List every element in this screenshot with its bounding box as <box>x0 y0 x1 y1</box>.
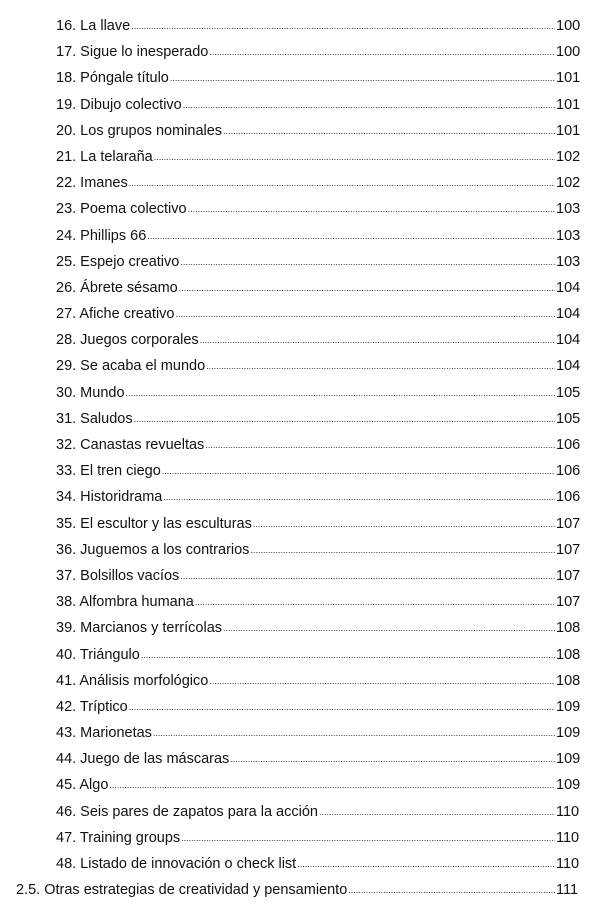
toc-entry-page-number: 106 <box>556 463 581 480</box>
toc-section-entry <box>0 877 600 903</box>
dot-leader <box>183 91 555 118</box>
toc-entry-title: 25. Espejo creativo <box>56 253 180 270</box>
toc-entry <box>0 65 600 91</box>
toc-entry-title: 44. Juego de las máscaras <box>56 751 230 768</box>
dot-leader <box>170 64 555 91</box>
toc-entry-page-number: 105 <box>556 384 581 401</box>
toc-entry <box>0 118 600 144</box>
dot-leader <box>129 693 555 720</box>
toc-entry-title: 19. Dibujo colectivo <box>56 96 182 113</box>
dot-leader <box>180 562 555 589</box>
toc-entry-page-number: 103 <box>556 227 581 244</box>
dot-leader <box>153 719 555 746</box>
toc-entry-page-number: 103 <box>556 253 581 270</box>
toc-entry-title: 45. Algo <box>56 777 109 794</box>
toc-entry <box>0 170 600 196</box>
toc-entry-page-number: 109 <box>556 751 581 768</box>
toc-entry <box>0 92 600 118</box>
toc-entry-page-number: 109 <box>556 777 581 794</box>
toc-entry-title: 42. Tríptico <box>56 698 128 715</box>
toc-entry-title: 40. Triángulo <box>56 646 140 663</box>
toc-entry-title: 24. Phillips 66 <box>56 227 147 244</box>
toc-entry-title: 26. Ábrete sésamo <box>56 279 178 296</box>
toc-entry-title: 35. El escultor y las esculturas <box>56 515 252 532</box>
toc-entry-title: 28. Juegos corporales <box>56 332 199 349</box>
dot-leader <box>163 483 555 510</box>
toc-entry <box>0 39 600 65</box>
dot-leader <box>162 457 555 484</box>
toc-entry-page-number: 107 <box>556 515 581 532</box>
toc-entry-page-number: 110 <box>556 856 580 872</box>
toc-entry <box>0 301 600 327</box>
toc-entry-page-number: 104 <box>556 332 581 349</box>
toc-entry-page-number: 100 <box>556 44 581 61</box>
toc-entry-title: 20. Los grupos nominales <box>56 122 223 139</box>
toc-entry <box>0 511 600 537</box>
toc-entry-page-number: 106 <box>556 489 581 506</box>
toc-entry <box>0 851 600 877</box>
toc-entry-title: 21. La telaraña <box>56 148 153 165</box>
dot-leader <box>200 326 555 353</box>
toc-entry-title: 34. Historidrama <box>56 489 163 506</box>
dot-leader <box>230 745 555 772</box>
dot-leader <box>181 824 555 851</box>
toc-entry-page-number: 109 <box>556 698 581 715</box>
dot-leader <box>147 222 555 249</box>
toc-entry-page-number: 111 <box>556 882 579 899</box>
dot-leader <box>348 876 555 903</box>
dot-leader <box>131 12 555 39</box>
toc-entry-title: 38. Alfombra humana <box>56 594 194 611</box>
dot-leader <box>195 588 555 615</box>
toc-entry-title: 22. Imanes <box>56 175 128 192</box>
dot-leader <box>180 248 555 275</box>
dot-leader <box>206 352 555 379</box>
toc-entry-title: 30. Mundo <box>56 384 125 401</box>
toc-entry <box>0 615 600 641</box>
toc-entry-title: 39. Marcianos y terrícolas <box>56 620 223 637</box>
toc-entry <box>0 484 600 510</box>
toc-entry <box>0 327 600 353</box>
toc-entry <box>0 432 600 458</box>
toc-entry <box>0 275 600 301</box>
toc-entry <box>0 720 600 746</box>
toc-entry <box>0 799 600 825</box>
toc-entry-title: 48. Listado de innovación o check list <box>56 856 297 872</box>
toc-entry <box>0 563 600 589</box>
dot-leader <box>319 798 555 825</box>
toc-entry-page-number: 100 <box>556 18 581 34</box>
toc-entry-page-number: 109 <box>556 725 581 742</box>
toc-entry-page-number: 104 <box>556 306 581 323</box>
dot-leader <box>253 510 555 537</box>
toc-entry <box>0 196 600 222</box>
toc-entry-title: 17. Sigue lo inesperado <box>56 44 209 61</box>
dot-leader <box>126 379 555 406</box>
toc-entry-title: 46. Seis pares de zapatos para la acción <box>56 803 318 820</box>
toc-entry <box>0 537 600 563</box>
toc-entry <box>0 825 600 851</box>
toc-entry-page-number: 107 <box>556 594 581 611</box>
dot-leader <box>250 536 555 563</box>
dot-leader <box>297 850 555 877</box>
toc-entry <box>0 13 600 39</box>
toc-entry-title: 16. La llave <box>56 18 131 34</box>
toc-entry <box>0 353 600 379</box>
toc-entry-page-number: 107 <box>556 567 581 584</box>
toc-entry-title: 18. Póngale título <box>56 70 169 87</box>
toc-entry <box>0 642 600 668</box>
toc-entry-title: 33. El tren ciego <box>56 463 161 480</box>
dot-leader <box>109 771 555 798</box>
toc-entry-page-number: 101 <box>556 96 581 113</box>
dot-leader <box>223 117 555 144</box>
toc-entry-page-number: 110 <box>556 803 580 820</box>
toc-entry-page-number: 102 <box>556 175 581 192</box>
toc-entry <box>0 249 600 275</box>
toc-entry-page-number: 104 <box>556 279 581 296</box>
dot-leader <box>223 614 555 641</box>
dot-leader <box>205 431 555 458</box>
toc-entry-title: 41. Análisis morfológico <box>56 672 209 689</box>
dot-leader <box>141 641 555 668</box>
toc-entry <box>0 772 600 798</box>
toc-entry <box>0 746 600 772</box>
toc-entry-title: 2.5. Otras estrategias de creatividad y pensamiento <box>16 882 348 899</box>
dot-leader <box>209 38 555 65</box>
toc-entry <box>0 589 600 615</box>
toc-entry-title: 29. Se acaba el mundo <box>56 358 206 375</box>
toc-entry <box>0 694 600 720</box>
toc-entry-title: 47. Training groups <box>56 829 181 846</box>
toc-entry <box>0 380 600 406</box>
toc-entry-page-number: 102 <box>556 148 581 165</box>
toc-entry <box>0 144 600 170</box>
toc-entry-title: 37. Bolsillos vacíos <box>56 567 180 584</box>
toc-entry-title: 43. Marionetas <box>56 725 152 742</box>
toc-entry-title: 36. Juguemos a los contrarios <box>56 541 250 558</box>
toc-entry-title: 32. Canastas revueltas <box>56 437 205 453</box>
toc-entry-page-number: 110 <box>556 829 580 846</box>
dot-leader <box>154 143 555 170</box>
toc-entry-page-number: 104 <box>556 358 581 375</box>
toc-entry-page-number: 108 <box>556 672 581 689</box>
toc-entry-page-number: 101 <box>556 70 581 87</box>
toc-entry-title: 27. Afiche creativo <box>56 306 175 323</box>
toc-entry <box>0 668 600 694</box>
toc-entry-page-number: 105 <box>556 410 581 427</box>
toc-entry-page-number: 103 <box>556 201 581 218</box>
toc-entry-page-number: 108 <box>556 620 581 637</box>
dot-leader <box>179 274 555 301</box>
table-of-contents <box>0 13 600 903</box>
toc-entry <box>0 458 600 484</box>
toc-entry-page-number: 108 <box>556 646 581 663</box>
toc-entry-page-number: 106 <box>556 437 581 453</box>
toc-entry-page-number: 107 <box>556 541 581 558</box>
dot-leader <box>188 195 555 222</box>
toc-entry-title: 31. Saludos <box>56 410 133 427</box>
toc-entry <box>0 223 600 249</box>
toc-entry-title: 23. Poema colectivo <box>56 201 187 218</box>
toc-entry <box>0 406 600 432</box>
dot-leader <box>129 169 555 196</box>
dot-leader <box>209 667 555 694</box>
toc-entry-page-number: 101 <box>556 122 581 139</box>
dot-leader <box>176 300 556 327</box>
dot-leader <box>134 405 555 432</box>
